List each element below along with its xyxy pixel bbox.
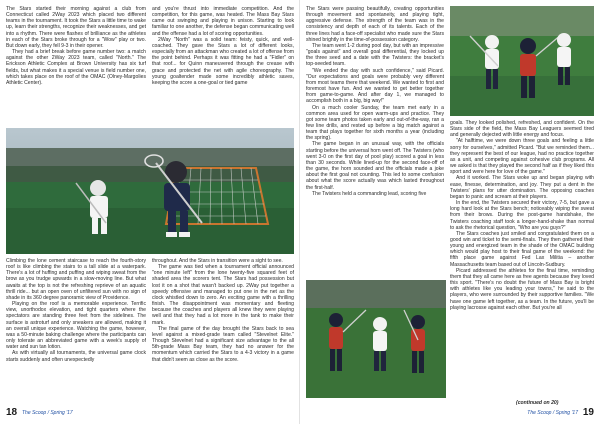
paragraph: 2Way "North" was a solid team: feisty, quick, and well-coached. They gave the Stars a lot of different looks, especially from an attackman who created a lot of offense from the point behind. Perhaps it was fitting he had a "Fidler" on that roof... for Quinn maneuvered through the crease with grace and protected the net with agile choreography. The young goaltender made some incredibly athletic saves, keeping the score a one-goal or tied game (152, 36, 294, 86)
goalie-photo-illustration (6, 128, 294, 254)
paragraph: The Twisters held a commanding lead, scoring five (312, 190, 427, 197)
paragraph: "We ended the day with such confidence," said Picard. "Our expectations and goals were probably very different from most teams there that weekend. We wanted to first and foremost have fun. And we wanted to get better together from game-to-game. And after day 1, we managed to accomplish both in a big, big way!" (306, 67, 444, 105)
paragraph: Playing on the roof is a memorable experience. Terrific view, unorthodox elevation, and tight quarters where the spectators are standing three feet from the sidelines. The surface is astroturf and only sneakers are allowed, making it an overall unique experience. Watching the game, however, was a 50-minute baking challenge where the participants can only tolerate an abbreviated game with a week's supply of water and sun tan lotion. (6, 301, 146, 351)
paragraph: The team went 1-2 during pool day, but with an impressive "goals against" and overall goal differential, they locked up the three seed and a date with the Twisters: the bracket's top-seeded team. (306, 42, 444, 68)
players-bottom-illustration (306, 280, 446, 398)
right-column-2 (450, 120, 594, 402)
lacrosse-players-photo-bottom (306, 280, 446, 398)
right-page (300, 0, 600, 424)
paragraph: The game was tied when a tournament official announced "one minute left" from the lone twenty-five squared feet of shaded area the scorers tent. The Stars had possession but lost it on a shot that wasn't backed up. 2Way put together a speedy offensive and managed to put one in the net as the clock whistled down to zero. An exciting game with a thrilling finish. The disappointment was momentary and fleeting because the coaches and players all knew they were playing well and that they had a lot more in the tank to make their mark. (152, 264, 294, 326)
paragraph: Climbing the lone cement staircase to reach the fourth-story roof is like climbing the stairs to a tall slide at a waterpark. There's a lot of huffing and puffing and wiping sweat from the brow as you trudge upwards in a slow-moving line. But what awaits at the top is not the refreshing reprieve of an aquatic thrill ride... but an open oven of unfiltered sun with no sign of shade in its 360 degree panoramic view of Providence. (6, 258, 146, 301)
left-column-1 (6, 6, 146, 126)
paragraph: And it worked. The Stars woke up and began playing with ease, finesse, determination, and joy. They put a dent in the Twisters' plans for utter domination. The opposing coaches began to panic and scream at their players. (450, 175, 594, 200)
footer-title: The Scoop / Spring '17 (22, 410, 73, 416)
page-number: 19 (582, 407, 594, 418)
paragraph: The Stars started their morning against a club from Connecticut called 2Way 2023 which placed two different teams in the tournament. It took the Stars a little time to wake up, learn their strengths, recognize their weaknesses, and get into a rhythm. There were flashes of brilliance as the athletes in each of the Stars broke through for a "Wow" play or two. But down early, they fell 9-3 in their opener. (6, 6, 146, 49)
left-column-2-bottom (152, 258, 294, 408)
left-column-1-bottom (6, 258, 146, 408)
paragraph: and you're thrust into immediate competition. And the competition, for this game, was heated. The Mass Bay Stars came out swinging and playing in unison. Starting to look familiar to one another, the defense began communicating well and the offense had a lot of scoring opportunities. (152, 6, 294, 37)
paragraph: On a much cooler Sunday, the team met early in a common area used for open warm-ups and practice. They got some team photos taken early and out-of-the-way, ran a few line drills, and rested up before a big match against a team that plays together for sixth months a year (including the spring). (306, 104, 444, 142)
lacrosse-goalie-photo (6, 128, 294, 254)
paragraph: The Stars were passing beautifully, creating opportunities through movement and spontaneity, and playing tight, aggressive defense. The strength of the team was in the consistency and depth of each of its talents. Each of the three lines had a face-off specialist who made sure the Stars shined brightly in the time-of-possession category. (306, 6, 444, 43)
paragraph: The final game of the day brought the Stars back to sea level against a mixed-grade team called "Stevelnet Elite." Though Stevelnet had a significant size advantage to the all 5th-grade Mass Bay team, they had no answer for the momentum which carried the Stars to a 4-3 victory in a game that didn't seem as close as the score. (152, 325, 294, 363)
continued-note: (continued on 20) (516, 400, 559, 406)
lacrosse-players-photo-top (450, 6, 594, 116)
paragraph: The Stars coaches just smiled and congratulated them on a good win and ticket to the semi-finals. They then gathered their young and energized team in the shade of the OMAC building which would play host to their final game of the weekend: the fifth place game against Fed Lax Militia – another Massachusetts team based out of Lincoln-Sudbury. (450, 230, 594, 268)
paragraph: Picard addressed the athletes for the final time, reminding them that they all came here as free agents because they loved this sport. "There's no doubt the future of Mass Bay is bright with athletes like you leading your towns," he said to the players, who were surrounded by their supportive families. "We have one game left together, as a team. In the future, you'll be playing lacrosse against each other. But you're all (450, 267, 594, 311)
paragraph: They had a brief break before game number two: a match against the other 2Way 2023 team, called "North." The Erickson Athletic Complex at Brown University has six turf fields, but what makes it a special venue is field number one, which takes place on the roof of the OMAC (Olney-Margolies Athletic Center). (6, 49, 146, 86)
paragraph: goals. They looked polished, refreshed, and confident. On the Stars side of the field, the Mass Bay Leaguers seemed tired and generally dejected with little energy and focus. (450, 120, 594, 139)
footer-title: The Scoop / Spring '17 (527, 410, 578, 416)
page-number: 18 (6, 407, 18, 418)
paragraph: As with virtually all tournaments, the universal game clock starts suddenly and often unexpectedly (6, 350, 146, 363)
paragraph: The game began in an unusual way, with the officials starting before the universal horn went off. The Twisters (who went 3-0 on the first day of pool play) scored a goal in less than 30 seconds. While lined-up for the second face-off of the game, the horn sounded and the officials made a joke about the first goal not counting. This led to some confusion about what the score actually was which lasted throughout the first-half. (306, 141, 444, 191)
paragraph: "At halftime, we were down three goals and feeling a little sorry for ourselves," admitted Picard. "But we reminded them... they represent the best of our league, had no practice together as a unit, and competing against cohesive club programs. All we asked is that they played the second half as if they liked this sport and were here for love of the game." (450, 138, 594, 176)
players-top-illustration (450, 6, 594, 116)
paragraph: In the end, the Twisters secured their victory, 7-5, but gave a long hard look at the Stars bench; noticeably wiping the sweat from their brows. During the post-game handshake, the Twisters coaching staff took a longer-hand-shake than normal to ask the rhetorical question, "Who are you guys?" (450, 200, 594, 231)
paragraph: throughout. And the Stars in transition were a sight to see. (152, 258, 283, 264)
left-column-2 (152, 6, 294, 126)
